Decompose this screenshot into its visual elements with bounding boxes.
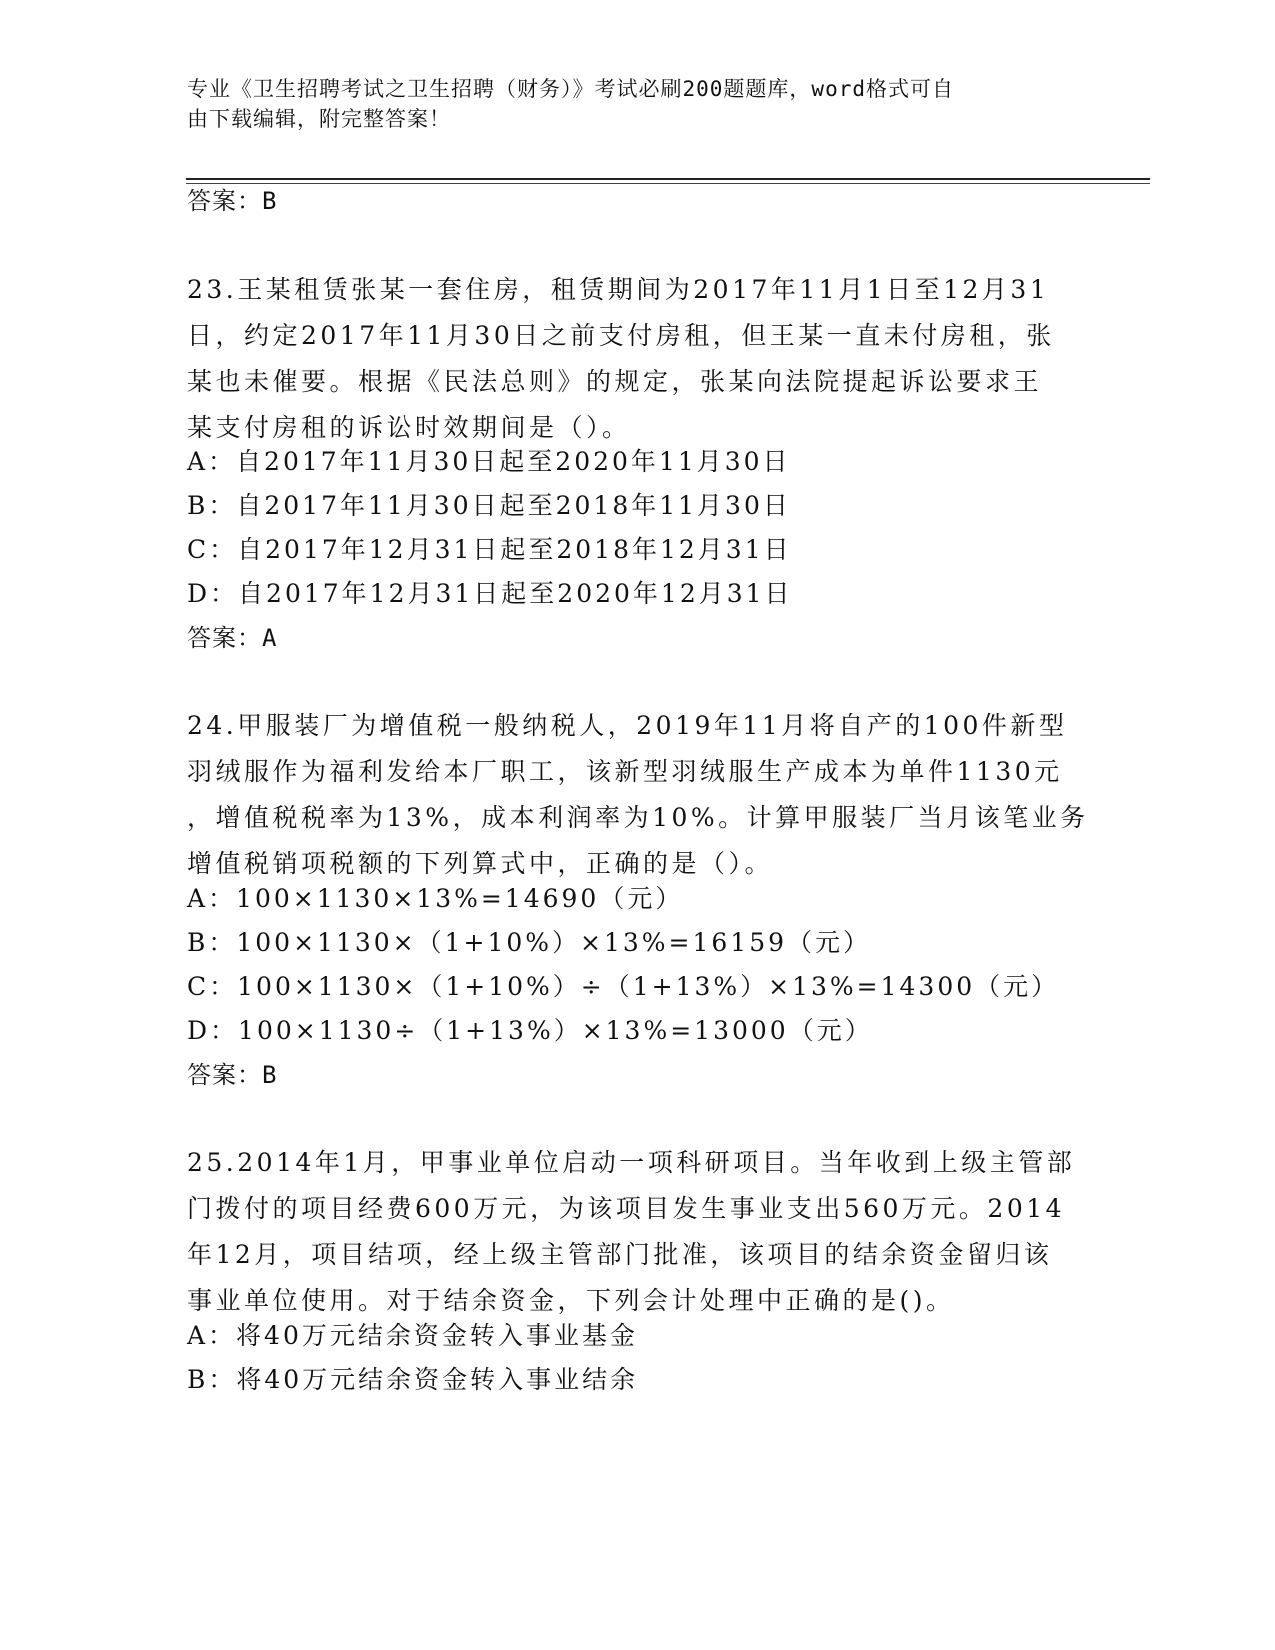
question-25-stem xyxy=(187,1140,1076,1324)
stem-line: 增值税销项税额的下列算式中，正确的是（）。 xyxy=(187,849,774,878)
question-23-answer: 答案：A xyxy=(187,624,278,652)
stem-line: 23.王某租赁张某一套住房，租赁期间为2017年11月1日至12月31 xyxy=(187,275,1050,304)
header-line-1: 专业《卫生招聘考试之卫生招聘（财务）》考试必刷200题题库，word格式可自 xyxy=(187,77,954,101)
question-24-option-b: B：100×1130×（1+10%）×13%=16159（元） xyxy=(187,928,872,957)
stem-line: 日，约定2017年11月30日之前支付房租，但王某一直未付房租，张 xyxy=(187,321,1055,350)
stem-line: 某也未催要。根据《民法总则》的规定，张某向法院提起诉讼要求王 xyxy=(187,367,1043,396)
question-23-option-a: A：自2017年11月30日起至2020年11月30日 xyxy=(187,447,791,476)
stem-line: 羽绒服作为福利发给本厂职工，该新型羽绒服生产成本为单件1130元 xyxy=(187,757,1063,786)
stem-line: 门拨付的项目经费600万元，为该项目发生事业支出560万元。2014 xyxy=(187,1194,1066,1223)
question-23-stem xyxy=(187,267,1067,451)
stem-line: ，增值税税率为13%，成本利润率为10%。计算甲服装厂当月该笔业务 xyxy=(187,803,1089,832)
stem-line: 24.甲服装厂为增值税一般纳税人，2019年11月将自产的100件新型 xyxy=(187,711,1068,740)
question-24-answer: 答案：B xyxy=(187,1061,278,1089)
stem-line: 25.2014年1月，甲事业单位启动一项科研项目。当年收到上级主管部 xyxy=(187,1148,1076,1177)
prev-answer: 答案：B xyxy=(187,187,278,215)
header-line-2: 由下载编辑，附完整答案！ xyxy=(187,107,451,131)
question-24-stem xyxy=(187,703,1089,887)
stem-line: 某支付房租的诉讼时效期间是（）。 xyxy=(187,413,631,442)
question-24-option-c: C：100×1130×（1+10%）÷（1+13%）×13%=14300（元） xyxy=(187,972,1060,1001)
header-divider xyxy=(186,178,1150,180)
question-25-option-a: A：将40万元结余资金转入事业基金 xyxy=(187,1321,638,1350)
question-23-option-c: C：自2017年12月31日起至2018年12月31日 xyxy=(187,535,792,564)
question-25-option-b: B：将40万元结余资金转入事业结余 xyxy=(187,1365,639,1394)
question-23-option-b: B：自2017年11月30日起至2018年11月30日 xyxy=(187,491,791,520)
question-24-option-d: D：100×1130÷（1+13%）×13%=13000（元） xyxy=(187,1016,873,1045)
stem-line: 年12月，项目结项，经上级主管部门批准，该项目的结余资金留归该 xyxy=(187,1240,1053,1269)
header-divider-thin xyxy=(186,183,1150,184)
stem-line: 事业单位使用。对于结余资金，下列会计处理中正确的是()。 xyxy=(187,1286,955,1315)
question-23-option-d: D：自2017年12月31日起至2020年12月31日 xyxy=(187,579,793,608)
question-24-option-a: A：100×1130×13%=14690（元） xyxy=(187,884,684,913)
document-header xyxy=(187,74,1087,134)
